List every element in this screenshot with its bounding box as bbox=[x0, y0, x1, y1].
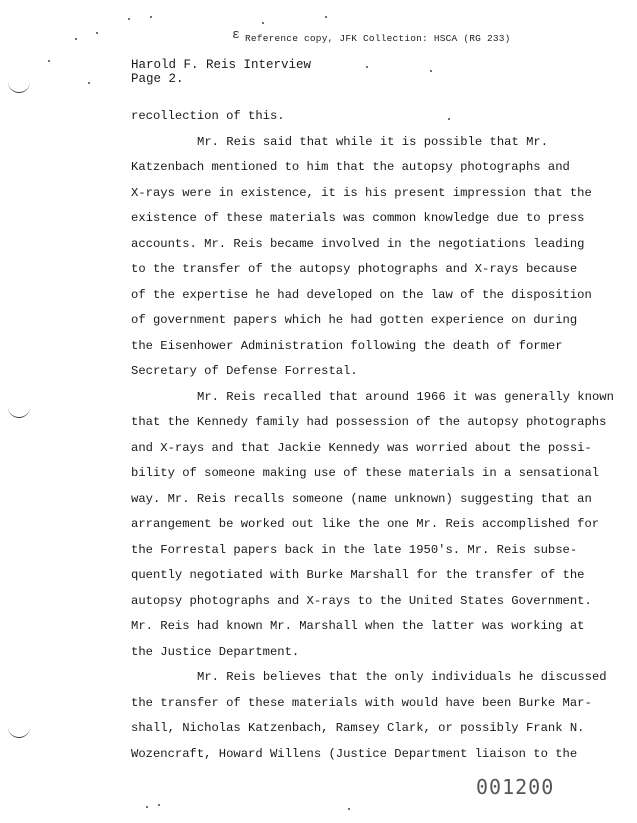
text-line: accounts. Mr. Reis became involved in the negotiations leading bbox=[131, 236, 585, 251]
text-line: quently negotiated with Burke Marshall for the transfer of the bbox=[131, 568, 585, 582]
text-line: and X-rays and that Jackie Kennedy was worried about the possi- bbox=[131, 440, 592, 455]
text-line: Katzenbach mentioned to him that the autopsy photographs and bbox=[131, 160, 570, 174]
scan-speck bbox=[146, 806, 148, 808]
text-line: Mr. Reis had known Mr. Marshall when the latter was working at bbox=[131, 619, 585, 633]
text-line: the Forrestal papers back in the late 1950's. Mr. Reis subse- bbox=[131, 542, 578, 557]
scan-speck bbox=[128, 18, 130, 20]
interview-title: Harold F. Reis Interview bbox=[131, 58, 312, 72]
text-line: existence of these materials was common knowledge due to press bbox=[131, 211, 585, 225]
text-line: of the expertise he had developed on the law of the disposition bbox=[131, 287, 592, 302]
text-line: Secretary of Defense Forrestal. bbox=[131, 364, 358, 378]
text-line: that the Kennedy family had possession of the autopsy photographs bbox=[131, 415, 607, 429]
binder-hole-mark bbox=[8, 80, 30, 93]
text-line: autopsy photographs and X-rays to the United States Government. bbox=[131, 593, 592, 608]
scan-mark: ε bbox=[232, 27, 240, 42]
scan-speck bbox=[88, 82, 90, 84]
interview-header bbox=[131, 58, 311, 86]
scan-speck bbox=[75, 38, 77, 40]
reference-header: Reference copy, JFK Collection: HSCA (RG 233) bbox=[245, 33, 511, 44]
text-line: Mr. Reis believes that the only individuals he discussed bbox=[197, 670, 607, 684]
text-line: the Eisenhower Administration following the death of former bbox=[131, 338, 563, 353]
scan-speck bbox=[262, 22, 264, 24]
scan-speck bbox=[96, 32, 98, 34]
text-line: to the transfer of the autopsy photographs and X-rays because bbox=[131, 262, 578, 276]
text-line: X-rays were in existence, it is his present impression that the bbox=[131, 185, 592, 200]
scan-speck bbox=[48, 60, 50, 62]
scan-speck bbox=[348, 808, 350, 810]
scan-speck bbox=[325, 16, 327, 18]
text-line: the transfer of these materials with would have been Burke Mar- bbox=[131, 695, 592, 710]
page-label: Page 2. bbox=[131, 72, 184, 86]
scan-speck bbox=[448, 118, 450, 120]
text-line: recollection of this. bbox=[131, 109, 285, 123]
text-line: of government papers which he had gotten experience on during bbox=[131, 313, 578, 327]
scan-speck bbox=[366, 66, 368, 68]
text-line: shall, Nicholas Katzenbach, Ramsey Clark, or possibly Frank N. bbox=[131, 721, 585, 735]
text-line: arrangement be worked out like the one Mr. Reis accomplished for bbox=[131, 517, 600, 531]
binder-hole-mark bbox=[8, 405, 30, 418]
scan-speck bbox=[150, 16, 152, 18]
text-line: bility of someone making use of these materials in a sensational bbox=[131, 466, 600, 480]
document-number: 001200 bbox=[476, 775, 555, 799]
scan-speck bbox=[430, 70, 432, 72]
scan-speck bbox=[158, 804, 160, 806]
text-line: way. Mr. Reis recalls someone (name unknown) suggesting that an bbox=[131, 491, 592, 506]
document-body bbox=[131, 104, 621, 767]
text-line: Mr. Reis said that while it is possible that Mr. bbox=[197, 134, 549, 149]
text-line: Mr. Reis recalled that around 1966 it was generally known bbox=[197, 389, 614, 404]
text-line: the Justice Department. bbox=[131, 644, 300, 659]
text-line: Wozencraft, Howard Willens (Justice Department liaison to the bbox=[131, 746, 578, 761]
binder-hole-mark bbox=[8, 725, 30, 738]
